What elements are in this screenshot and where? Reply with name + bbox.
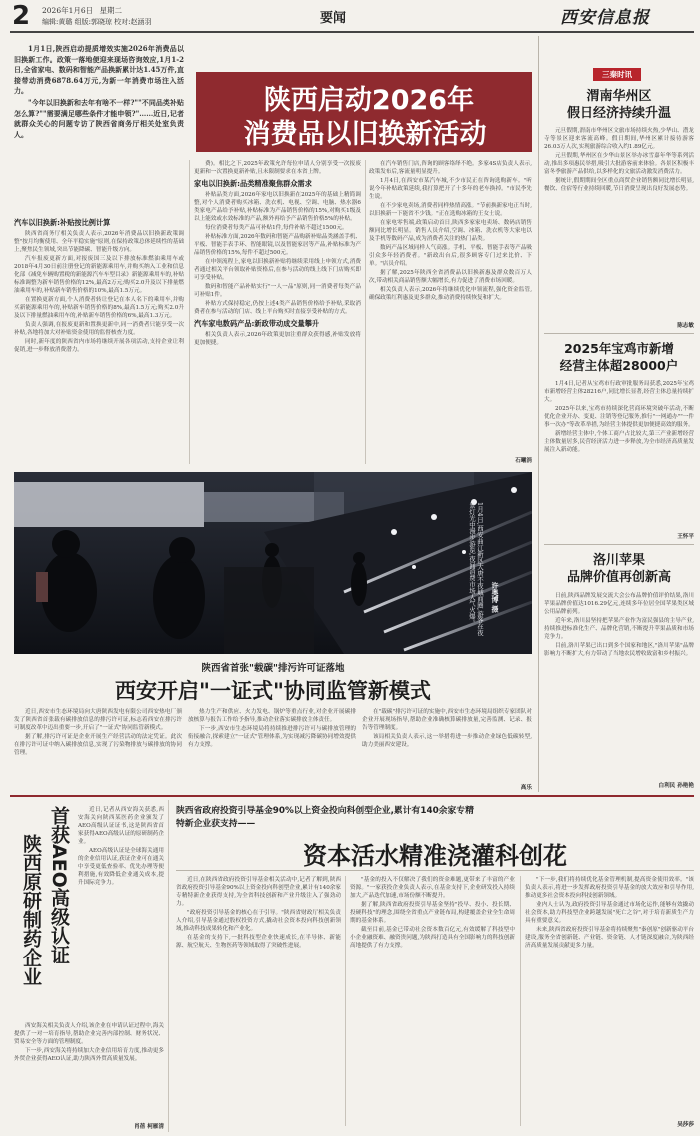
- paragraph: 近日,记者从西安海关获悉,西安海关向陕西某医药企业颁发了AEO高级认证证书,这是陕西省首家获得AEO高级认证的原研制药企业。: [78, 807, 164, 845]
- paragraph: 该局相关负责人表示,这一举措将进一步推动企业绿色低碳转型,助力美丽西安建设。: [362, 734, 532, 748]
- paragraph: 相关负责人表示,2026年政策更加注重群众获得感,补贴发放将更加便捷。: [194, 332, 361, 346]
- photo-caption: [390, 502, 500, 642]
- story1-headline-line1: 渭南华州区: [586, 89, 652, 104]
- paragraph: 热力生产和供应、火力发电、锅炉等重点行业,对企业开展碳排放核算与报告工作给予指导,推动企业落实碳排放主体责任。: [188, 709, 356, 723]
- rule: [176, 870, 694, 871]
- paragraph: 每位消费者每类产品可补贴1件,每件补贴不超过1500元。: [205, 225, 348, 231]
- main-headline-block: [196, 72, 532, 152]
- lead-paragraph: "今年以旧换新和去年有啥不一样?""不同品类补贴怎么算?""需要满足哪些条件才能申领?"……近日,记者就群众关心的问题专访了陕西省商务厅相关处室负责人。: [14, 97, 184, 139]
- story1-body: [544, 127, 694, 319]
- lead-paragraph: 1月1日,陕西启动提质增效实施2026年消费品以旧换新工作。政策一落地便迎来现场咨询效应,1月1-2日,全省家电、数码和智能产品换新累计达1.45万件,直接带动消费6878.64万元,为新一年消费市场注入活力。: [14, 44, 184, 96]
- second-author: 高乐: [520, 785, 532, 791]
- paragraph: "政府投资引导基金的核心在于引导。"陕西省财政厅相关负责人介绍,引导基金通过股权投资方式,撬动社会资本投向科技创新领域,推动科技成果转化和产业化。: [176, 910, 341, 932]
- paragraph: 元旦假期,渭南市华州区文旅市场持续火热,少华山、潜龙寺等景区迎来客流高峰。假日期间,华州区累计接待游客26.03万人次,实现旅游综合收入约1.89亿元。: [544, 128, 694, 150]
- col-divider: [365, 160, 366, 464]
- aeo-headline-2: 陕西原研制药企业: [20, 834, 42, 986]
- story3-author: 白利民 孙艳艳: [658, 783, 694, 789]
- story1-headline-line2: 假日经济持续升温: [566, 106, 671, 121]
- paragraph: 近年来,洛川县坚持把苹果产业作为富民强县的主导产业,持续推进标准化生产、品牌化营销,不断提升苹果品质和市场竞争力。: [544, 618, 694, 640]
- paragraph: 数码和智能产品补贴实行"一人一品"原则,同一消费者每类产品可补贴1件。: [194, 284, 361, 298]
- bottom-col-3: [525, 876, 694, 1114]
- paragraph: 在置换更新方面,个人消费者转让登记在本人名下的乘用车,并购买新能源乘用车的,补贴新车销售价格的8%,最高1.5万元;购买2.0升及以下排量燃油乘用车的,补贴新车销售价格的6%,最高1.3万元。: [14, 297, 184, 319]
- paragraph: 业内人士认为,政府投资引导基金通过市场化运作,能够有效撬动社会资本,助力科技型企业跨越发展"死亡之谷",对于培育新质生产力具有重要意义。: [525, 902, 694, 924]
- paragraph: 2025年以来,宝鸡市持续深化营商环境突破年活动,不断优化企业开办、变更、注销等登记服务,推行"一网通办""一件事一次办"等改革举措,为经营主体提供更加便捷高效的服务。: [544, 406, 694, 428]
- main-headline-line1: 陕西启动2026年: [263, 85, 475, 116]
- paragraph: 同时,新年度的陕西省内市场将继续开展各项活动,支持企业让利促销,进一步释放消费潜力。: [14, 339, 184, 353]
- paragraph: 相关负责人表示,2026年将继续优化申领流程,强化资金监管,确保政策红利惠及更多群众,推动消费持续恢复和扩大。: [369, 287, 532, 301]
- sanqin-tag: 三秦时讯: [593, 68, 641, 81]
- aeo-headline-1: 首获AEO高级认证: [48, 806, 70, 964]
- bottom-col-2: [350, 876, 515, 1124]
- paragraph: 据了解,陕西省政府投资引导基金坚持"投早、投小、投长期、投硬科技"的理念,围绕全省重点产业链布局,构建覆盖企业全生命周期的基金体系。: [350, 902, 515, 924]
- second-col-3: [362, 708, 532, 782]
- main-headline-line2: 消费品以旧换新活动: [243, 119, 487, 150]
- date-text: 2026年1月6日: [42, 6, 94, 15]
- story3-body: [544, 592, 694, 778]
- right-col-divider: [538, 36, 539, 792]
- col-divider: [189, 160, 190, 464]
- header-date: [42, 5, 122, 16]
- paragraph: 在家电零售端,政策启动首日,陕西多家家电卖场、数码店销售额同比增长明显。销售人员介绍,空调、冰箱、洗衣机等大家电以及手机等数码产品,成为消费者关注的热门品类。: [369, 220, 532, 242]
- rule: [544, 544, 694, 545]
- main-col-3: [369, 160, 532, 456]
- paragraph: 目前,洛川苹果已出口到多个国家和地区,"洛川苹果"品牌影响力不断扩大,有力带动了当地农民增收致富和乡村振兴。: [544, 643, 694, 657]
- story2-headline-line1: 2025年宝鸡市新增: [564, 341, 674, 356]
- aeo-body-bottom: [14, 1022, 164, 1118]
- paragraph: 下一步,西安市生态环境局将持续推进排污许可与碳排放管理的衔接融合,探索建立"一证式"管理体系,为实现减污降碳协同增效提供有力支撑。: [188, 726, 356, 748]
- rule: [544, 333, 694, 334]
- story2-author: 王怀平: [677, 534, 694, 540]
- subhead-car: 汽车以旧换新:补贴按比例计算: [14, 218, 111, 227]
- story2-headline: [544, 340, 694, 374]
- subhead-appliance: 家电以旧换新:品类精准聚焦群众需求: [194, 179, 312, 188]
- paragraph: 西安海关相关负责人介绍,该企业在申请认证过程中,海关提供了一对一培育指导,帮助企业完善内部控制、财务状况、贸易安全等方面的管理制度。: [14, 1023, 164, 1045]
- page-number: 2: [12, 1, 31, 31]
- subhead-digital: 汽车家电数码产品:新政带动成交量攀升: [194, 319, 320, 328]
- aeo-body-top: [78, 806, 164, 1018]
- paragraph: 在申领流程上,家电以旧换新补贴将继续采用线上申领方式,消费者通过相关平台领取补贴资格后,在参与活动的线上线下门店购买即可享受补贴。: [194, 259, 361, 281]
- story3-headline-line1: 洛川苹果: [592, 553, 645, 568]
- paragraph: "基金的投入不仅解决了我们的资金难题,更带来了丰富的产业资源。"一家获投企业负责人表示,在基金支持下,企业研发投入持续加大,产品迭代加速,市场份额不断提升。: [350, 877, 515, 899]
- story2-body: [544, 380, 694, 528]
- paragraph: 负责人强调,在报废更新和置换更新中,同一消费者只能享受一次补贴,各地将加大对补贴资金使用的监督核查力度。: [14, 322, 184, 336]
- bottom-author: 吴莎莎: [677, 1122, 694, 1128]
- story1-author: 陈志敏: [677, 323, 694, 329]
- paragraph: 费)。相比之下,2025年政策允许每位申请人分别享受一次报废更新和一次置换更新补贴,且未限制要求在本省上牌。: [194, 161, 361, 175]
- main-author: 石曦涓: [515, 458, 532, 464]
- paragraph: 截至目前,基金已带动社会资本数百亿元,有效缓解了科技型中小企业融资难、融资贵问题,为陕西打造具有全国影响力的科技创新高地提供了有力支撑。: [350, 927, 515, 949]
- paragraph: "下一步,我们将持续优化基金管理机制,提高资金使用效率。"该负责人表示,将进一步发挥政府投资引导基金的放大效应和引导作用,推动更多社会资本投向科技创新领域。: [525, 877, 694, 899]
- section-title: 要闻: [320, 11, 347, 26]
- paragraph: 元旦假期,华州区在少华山景区举办冰雪嘉年华等系列活动,推出多项惠民举措,吸引大批游客前来体验。各景区积极丰富冬季旅游产品供给,以多样化的文旅活动激发消费活力。: [544, 153, 694, 175]
- story3-headline: [544, 552, 694, 586]
- story3-headline-line2: 品牌价值再创新高: [566, 570, 671, 585]
- main-col-2: [194, 160, 361, 462]
- paragraph: 未来,陕西省政府投资引导基金将持续聚焦"秦创原"创新驱动平台建设,服务全省创新链、产业链、资金链、人才链深度融合,为陕西经济高质量发展贡献更多力量。: [525, 927, 694, 949]
- paragraph: 数码产品区域同样人气高涨。手机、平板、智能手表等产品吸引众多年轻消费者。"新政出台后,很多顾客专门过来比价、下单。"店员介绍。: [369, 245, 532, 267]
- paragraph: 在不少家电卖场,消费者同样热情高涨。"节前换新家电正当时,以旧换新一下能省不少钱。"正在选购冰箱的王女士说。: [369, 203, 532, 217]
- header-rule: [10, 31, 694, 33]
- col-divider: [345, 876, 346, 1126]
- section-rule: [10, 795, 694, 797]
- paragraph: AEO高级认证是全球海关通用的企业信用认证,获证企业可在通关中享受更低查验率、优先办理等便利措施,有效降低企业通关成本,提升国际竞争力。: [78, 848, 164, 886]
- col-divider: [168, 800, 169, 1132]
- paragraph: 在汽车销售门店,咨询的顾客络绎不绝。多家4S店负责人表示,政策发布后,客流量明显提升。: [369, 161, 532, 175]
- lead-brief: [14, 44, 184, 204]
- paragraph: 日前,陕西品牌发展交流大会公布品牌价值评价结果,洛川苹果品牌价值达1016.29亿元,连续多年位居全国苹果类区域公用品牌前列。: [544, 593, 694, 615]
- main-col-1: [14, 215, 184, 463]
- bottom-col-1: [176, 876, 341, 1124]
- second-col-1: [14, 708, 182, 788]
- masthead-logo: 西安信息报: [560, 8, 650, 28]
- aeo-author: 肖蓓 柯雁清: [134, 1124, 164, 1130]
- weekday-text: 星期二: [99, 6, 123, 15]
- paragraph: 1月4日,在西安市某汽车城,不少市民正在咨询选购新车。"听说今年补贴政策延续,我打算把开了十多年的老车换掉。"市民李先生说。: [369, 178, 532, 200]
- photo-caption-text: 1月4日,西安曲江新区大唐不夜城商圈,游客在夜景灯光中漫步游览,夜间消费市场人气火爆。: [468, 502, 484, 636]
- paragraph: 近日,西安市生态环境局向大唐陕西发电有限公司西安热电厂颁发了陕西省首张载有碳排放信息的排污许可证,标志着西安在排污许可制度改革中迈出重要一步,开启了"一证式"协同监管新模式。: [14, 709, 182, 731]
- bottom-headline: 资本活水精准浇灌科创花: [303, 842, 567, 870]
- paragraph: 汽车报废更新方面,对报废国三及以下排放标准燃油乘用车或2018年4月30日前注册登记的新能源乘用车,并购买纳入工业和信息化部《减免车辆购置税的新能源汽车车型目录》新能源乘用车的,补贴标准调整为新车销售价格的12%,最高2万元;购买2.0升及以下排量燃油乘用车的,补贴新车销售价格的10%,最高1.5万元。: [14, 256, 184, 294]
- story2-headline-line2: 经营主体超28000户: [559, 358, 679, 373]
- paragraph: 补贴品类方面,2026年家电以旧换新在2025年的基础上精简调整,对个人消费者购买冰箱、洗衣机、电视、空调、电脑、热水器6类家电产品给予补贴,补贴标准为产品销售价格的15%,对购买1级及以上能效或水效标准的产品,额外再给予产品销售价格5%的补贴。: [194, 192, 361, 222]
- bottom-kicker-line2: 特新企业获支持——: [176, 819, 256, 829]
- header: [0, 0, 700, 32]
- paragraph: 在基金的支持下,一批科技型企业快速成长,在半导体、新能源、航空航天、生物医药等领域取得了突破性进展。: [176, 935, 341, 949]
- paragraph: 据了解,2025年陕西全省消费品以旧换新惠及群众数百万人次,带动相关商品销售额大幅增长,有力促进了消费市场回暖。: [369, 270, 532, 284]
- editors-line: 编辑:黄璐 组版:郭晓琼 校对:赵涵羽: [42, 18, 152, 26]
- aeo-vertical-headline: [14, 806, 72, 1016]
- bottom-kicker: [176, 805, 694, 831]
- photo-credit: 许奥博 摄: [491, 582, 500, 613]
- paragraph: 据了解,排污许可证是企业开展生产经营活动的法定凭证。此次在排污许可证中纳入碳排放信息,实现了污染物排放与碳排放的协同管理。: [14, 734, 182, 756]
- bottom-kicker-line1: 陕西省政府投资引导基金90%以上资金投向科创型企业,累计有140余家专精: [176, 806, 474, 816]
- paragraph: 新增经营主体中,个体工商户占比较大,第三产业新增经营主体数量居多,民营经济活力进一步释放,为全市经济高质量发展注入新动能。: [544, 431, 694, 453]
- night-street-photo: [14, 472, 532, 654]
- paragraph: 陕西省商务厅相关负责人表示,2026年消费品以旧换新政策调整"按月均衡使用、全年平稳实施"原则,在保持政策总体延续性的基础上,聚焦民生领域,突出节能降碳、智能升级方向。: [14, 231, 184, 253]
- paragraph: 在"载碳"排污许可证的实施中,西安市生态环境局组织专家团队对企业开展现场指导,帮助企业准确核算碳排放量,完善监测、记录、报告等管理制度。: [362, 709, 532, 731]
- paragraph: 补贴方式保持稳定,仍按上述4类产品销售价格给予补贴,采取消费者在参与活动的门店、线上平台购买时直接享受补贴的方式。: [194, 301, 361, 315]
- paragraph: 据统计,假期期间全区重点商贸企业销售额同比增长明显,餐饮、住宿等行业持续回暖,节日消费呈现出良好发展态势。: [544, 178, 694, 192]
- second-col-2: [188, 708, 356, 788]
- story1-headline: [544, 88, 694, 122]
- paragraph: 补贴标准方面,2026年数码和智能产品购新补贴品类涵盖手机、平板、智能手表手环、智能眼镜,以及智能家居等产品,补贴标准为产品销售价格的15%,每件不超过500元。: [194, 234, 361, 256]
- second-headline: 西安开启"一证式"协同监管新模式: [115, 679, 431, 703]
- paragraph: 近日,在陕西省政府投资引导基金相关活动中,记者了解到,陕西省政府投资引导基金90%以上资金投向科创型企业,累计有140余家专精特新企业获得支持,为全省科技创新和产业升级注入了强劲动力。: [176, 877, 341, 907]
- paragraph: 下一步,西安海关将持续加大企业信用培育力度,推动更多外贸企业获得AEO认证,助力陕西外贸高质量发展。: [14, 1048, 164, 1062]
- paragraph: 1月4日,记者从宝鸡市行政审批服务局获悉,2025年宝鸡市新增经营主体28216户,同比增长显著,经营主体总量持续扩大。: [544, 381, 694, 403]
- second-kicker: 陕西省首张"载碳"排污许可证落地: [201, 663, 345, 674]
- col-divider: [520, 876, 521, 1126]
